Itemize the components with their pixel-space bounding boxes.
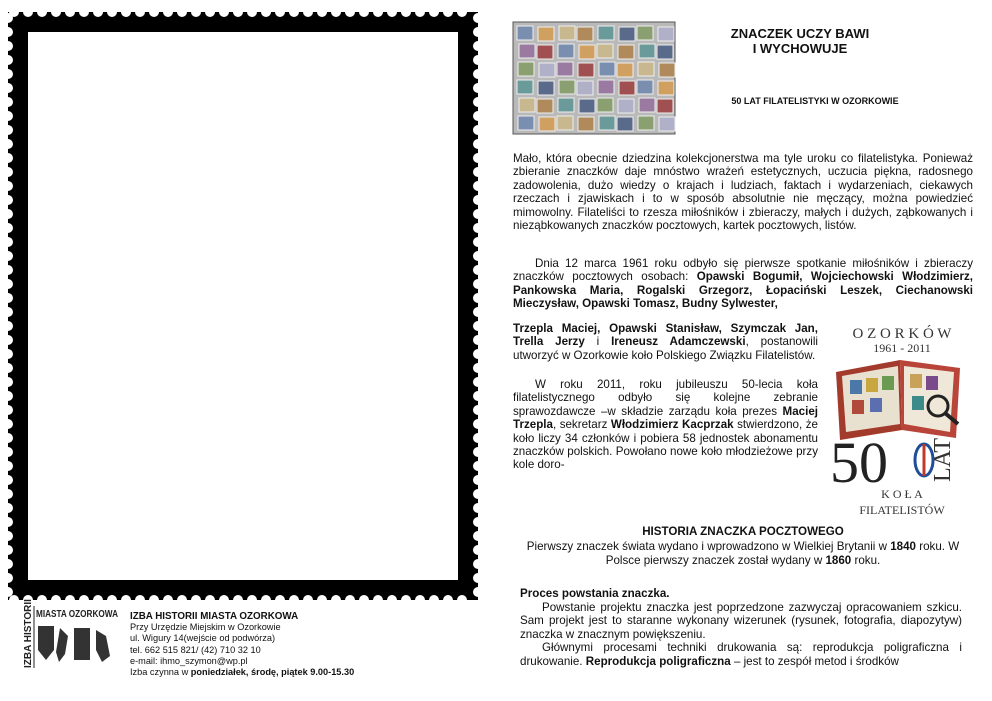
collage-stamp bbox=[577, 81, 593, 95]
perforation bbox=[3, 139, 13, 149]
perforation bbox=[3, 265, 13, 275]
collage-stamp bbox=[618, 45, 634, 59]
museum-logo bbox=[20, 599, 120, 668]
collage-stamp bbox=[599, 62, 615, 76]
collage-stamp bbox=[559, 80, 575, 94]
collage-stamp bbox=[617, 63, 633, 77]
collage-stamp bbox=[539, 117, 555, 131]
perforation bbox=[473, 321, 483, 331]
perforation bbox=[261, 7, 271, 17]
perforation bbox=[177, 7, 187, 17]
perforation bbox=[3, 13, 13, 23]
process-paragraph-1: Powstanie projektu znaczka jest poprzedzone zazwyczaj opracowaniem szkicu. Sam projekt jest to staranne wykonany wizerunek (rysunek, fotografia, diapozytyw) znaczka w znacznym powiększeniu. bbox=[520, 601, 962, 641]
jubilee-paragraph bbox=[513, 378, 818, 472]
perforation bbox=[163, 595, 173, 605]
perforation bbox=[205, 7, 215, 17]
perforation bbox=[473, 41, 483, 51]
perforation bbox=[473, 377, 483, 387]
perforation bbox=[473, 363, 483, 373]
perforation bbox=[473, 279, 483, 289]
perforation bbox=[415, 7, 425, 17]
jubilee-secretary: Włodzimierz Kacprzak bbox=[610, 418, 734, 432]
perforation bbox=[3, 503, 13, 513]
perforation bbox=[443, 7, 453, 17]
collage-stamp bbox=[538, 27, 554, 41]
perforation bbox=[3, 405, 13, 415]
perforation bbox=[219, 595, 229, 605]
perforation bbox=[429, 7, 439, 17]
collage-stamp bbox=[639, 44, 655, 58]
perforation bbox=[3, 209, 13, 219]
perforation bbox=[473, 97, 483, 107]
perforation bbox=[473, 433, 483, 443]
jubilee-text-3: stwierdzono, że koło liczy 34 członków i pobiera 58 jednostek abonamentu znaczków polskich. Powołano nowe koło młodzieżowe przy kole doro- bbox=[513, 418, 818, 472]
footer-title: IZBA HISTORII MIASTA OZORKOWA bbox=[130, 611, 299, 622]
meeting-and: i bbox=[596, 335, 600, 349]
perforation bbox=[473, 559, 483, 569]
collage-stamp bbox=[659, 117, 675, 131]
jubilee-text-1: W roku 2011, roku jubileuszu 50-lecia koła filatelistycznego odbyło się kolejne zebranie sprawozdawcze –w składzie zarządu koła prezes bbox=[513, 378, 818, 418]
perforation bbox=[303, 595, 313, 605]
collage-stamp bbox=[598, 26, 614, 40]
perforation bbox=[121, 7, 131, 17]
perforation bbox=[443, 595, 453, 605]
perforation bbox=[473, 391, 483, 401]
collage-stamp bbox=[537, 99, 553, 113]
perforation bbox=[3, 531, 13, 541]
perforation bbox=[473, 265, 483, 275]
collage-stamp bbox=[579, 45, 595, 59]
perforation bbox=[331, 7, 341, 17]
meeting-text: Dnia 12 marca 1961 roku odbyło się pierwsze spotkanie miłośników i zbieraczy znaczków pocztowych osobach: bbox=[513, 257, 973, 284]
perforation bbox=[3, 27, 13, 37]
collage-stamp bbox=[579, 99, 595, 113]
perforation bbox=[3, 293, 13, 303]
perforation bbox=[275, 7, 285, 17]
collage-stamp bbox=[597, 44, 613, 58]
collage-stamp bbox=[658, 27, 674, 41]
perforation bbox=[345, 595, 355, 605]
subheading: 50 LAT FILATELISTYKI W OZORKOWIE bbox=[731, 96, 899, 106]
badge-years: 1961 - 2011 bbox=[873, 341, 931, 355]
perforation bbox=[473, 27, 483, 37]
collage-stamp bbox=[657, 45, 673, 59]
perforation bbox=[275, 595, 285, 605]
collage-stamp bbox=[577, 27, 593, 41]
collage-stamp bbox=[557, 62, 573, 76]
collage-stamp bbox=[558, 44, 574, 58]
heading-line-1: ZNACZEK UCZY BAWI bbox=[730, 26, 870, 41]
footer-hours-days: poniedziałek, środę, piątek 9.00-15.30 bbox=[190, 667, 355, 678]
stamp-frame bbox=[6, 10, 480, 602]
perforation bbox=[457, 7, 467, 17]
perforation bbox=[107, 7, 117, 17]
collage-stamp bbox=[598, 80, 614, 94]
perforation bbox=[429, 595, 439, 605]
perforation bbox=[3, 335, 13, 345]
meeting-names-c: Ireneusz Adamczewski bbox=[611, 335, 746, 349]
jubilee-text-2: , sekretarz bbox=[552, 418, 608, 432]
perforation bbox=[37, 595, 47, 605]
stamp-collage-image bbox=[513, 22, 675, 134]
perforation bbox=[37, 7, 47, 17]
perforation bbox=[79, 595, 89, 605]
perforation bbox=[3, 391, 13, 401]
badge-city: O Z O R K Ó W bbox=[852, 326, 952, 342]
perforation bbox=[473, 587, 483, 597]
badge-kola: K O Ł A bbox=[881, 487, 923, 501]
perforation bbox=[135, 7, 145, 17]
perforation bbox=[3, 559, 13, 569]
perforation bbox=[3, 363, 13, 373]
perforation bbox=[473, 545, 483, 555]
footer-line-1: Przy Urzędzie Miejskim w Ozorkowie bbox=[130, 622, 281, 633]
perforation bbox=[3, 237, 13, 247]
main-heading bbox=[700, 26, 900, 56]
perforation bbox=[3, 573, 13, 583]
perforation bbox=[373, 595, 383, 605]
perforation bbox=[3, 433, 13, 443]
perforation bbox=[473, 83, 483, 93]
perforation bbox=[233, 595, 243, 605]
perforation bbox=[387, 595, 397, 605]
perforation bbox=[233, 7, 243, 17]
process-title: Proces powstania znaczka. bbox=[520, 587, 670, 600]
perforation bbox=[93, 7, 103, 17]
collage-stamp bbox=[658, 81, 674, 95]
perforation bbox=[3, 307, 13, 317]
jubilee-badge bbox=[826, 320, 978, 518]
history-text-2: roku. W Polsce pierwszy znaczek został wydany w bbox=[605, 540, 960, 567]
perforation bbox=[3, 419, 13, 429]
perforation bbox=[473, 181, 483, 191]
perforation bbox=[3, 181, 13, 191]
stamp-album-icon bbox=[836, 360, 960, 440]
collage-stamp bbox=[657, 99, 673, 113]
collage-stamp bbox=[539, 63, 555, 77]
collage-stamp bbox=[619, 81, 635, 95]
perforation bbox=[473, 349, 483, 359]
perforation bbox=[51, 7, 61, 17]
collage-stamp bbox=[637, 80, 653, 94]
perforation bbox=[3, 587, 13, 597]
perforation bbox=[3, 447, 13, 457]
perforation bbox=[473, 461, 483, 471]
collage-stamp bbox=[519, 98, 535, 112]
perforation bbox=[289, 595, 299, 605]
perforation bbox=[473, 209, 483, 219]
perforation bbox=[473, 153, 483, 163]
footer-hours bbox=[130, 667, 460, 678]
collage-stamp bbox=[518, 116, 534, 130]
footer-email[interactable]: e-mail: ihmo_szymon@wp.pl bbox=[130, 655, 248, 666]
perforation bbox=[3, 41, 13, 51]
perforation bbox=[191, 595, 201, 605]
perforation bbox=[191, 7, 201, 17]
collage-stamp bbox=[639, 98, 655, 112]
logo-main-text: MIASTA OZORKOWA bbox=[36, 608, 119, 620]
perforation bbox=[473, 517, 483, 527]
perforation bbox=[261, 595, 271, 605]
process-p2-tail: – jest to zespół metod i środków bbox=[733, 654, 899, 668]
perforation bbox=[3, 167, 13, 177]
perforation bbox=[359, 595, 369, 605]
process-paragraph-2 bbox=[520, 641, 962, 668]
history-text-1: Pierwszy znaczek świata wydano i wprowadzono w Wielkiej Brytanii w bbox=[526, 540, 887, 553]
collage-stamp bbox=[618, 99, 634, 113]
history-paragraph bbox=[513, 540, 973, 568]
perforation bbox=[473, 475, 483, 485]
perforation bbox=[65, 7, 75, 17]
perforation bbox=[3, 69, 13, 79]
perforation bbox=[65, 595, 75, 605]
history-title: HISTORIA ZNACZKA POCZTOWEGO bbox=[642, 525, 844, 538]
perforation bbox=[3, 489, 13, 499]
perforation bbox=[473, 139, 483, 149]
meeting-paragraph bbox=[513, 257, 973, 311]
perforation bbox=[3, 517, 13, 527]
perforation bbox=[135, 595, 145, 605]
perforation bbox=[373, 7, 383, 17]
collage-stamp bbox=[597, 98, 613, 112]
perforation bbox=[473, 13, 483, 23]
collage-stamp bbox=[638, 116, 654, 130]
collage-stamp bbox=[638, 62, 654, 76]
history-year-1: 1840 bbox=[890, 540, 917, 553]
perforation bbox=[473, 223, 483, 233]
perforation bbox=[317, 7, 327, 17]
perforation bbox=[473, 489, 483, 499]
perforation bbox=[149, 7, 159, 17]
perforation bbox=[177, 595, 187, 605]
footer-phone: tel. 662 515 821/ (42) 710 32 10 bbox=[130, 644, 261, 655]
meeting-names-b: Trzepla Maciej, Opawski Stanisław, Szymczak Jan, Trella Jerzy bbox=[513, 322, 818, 349]
perforation bbox=[93, 595, 103, 605]
perforation bbox=[473, 419, 483, 429]
process-p2-bold: Reprodukcja poligraficzna bbox=[585, 654, 731, 668]
perforation bbox=[3, 349, 13, 359]
collage-stamp bbox=[538, 81, 554, 95]
meeting-names-a: Opawski Bogumił, Wojciechowski Włodzimierz, Pankowska Maria, Rogalski Grzegorz, Łopaciński Leszek, Ciechanowski Mieczysław, Opawski Tomasz, Budny Sylwester, bbox=[513, 270, 973, 311]
collage-stamp bbox=[637, 26, 653, 40]
perforation bbox=[331, 595, 341, 605]
collage-stamp bbox=[659, 63, 675, 77]
footer-contact bbox=[130, 611, 460, 678]
perforation bbox=[219, 7, 229, 17]
history-year-2: 1860 bbox=[825, 554, 852, 567]
perforation bbox=[473, 167, 483, 177]
collage-stamp bbox=[557, 116, 573, 130]
process-p2-text: Głównymi procesami techniki drukowania są: reprodukcja poligraficzna i drukowanie. bbox=[520, 641, 962, 668]
perforation bbox=[387, 7, 397, 17]
perforation bbox=[345, 7, 355, 17]
perforation bbox=[247, 7, 257, 17]
perforation bbox=[359, 7, 369, 17]
perforation bbox=[473, 69, 483, 79]
perforation bbox=[121, 595, 131, 605]
badge-number: 50 bbox=[830, 430, 888, 495]
perforation bbox=[3, 461, 13, 471]
logo-side-text: IZBA HISTORII bbox=[23, 599, 34, 668]
collage-stamp bbox=[517, 80, 533, 94]
perforation bbox=[3, 545, 13, 555]
collage-stamp bbox=[558, 98, 574, 112]
collage-stamp bbox=[619, 27, 635, 41]
intro-paragraph: Mało, która obecnie dziedzina kolekcjonerstwa ma tyle uroku co filatelistyka. Ponieważ zbieranie znaczków daje mnóstwo wrażeń estetycznych, uczucia piękna, radosnego zadowolenia, dużo wiedzy o krajach i ludziach, faktach i wydarzeniach, ciekawych rzeczach i zjawiskach i to w sposób absolutnie nie męczący, można powiedzieć mimowolny. Filateliści to rzesza miłośników i zbieraczy, małych i dużych, ząbkowanych i nieząbkowanych znaczków pocztowych, kartek pocztowych, listów. bbox=[513, 152, 973, 233]
perforation bbox=[23, 7, 33, 17]
perforation bbox=[457, 595, 467, 605]
perforation bbox=[401, 7, 411, 17]
perforation bbox=[79, 7, 89, 17]
perforation bbox=[473, 307, 483, 317]
collage-stamp bbox=[599, 116, 615, 130]
coat-of-arms-icon bbox=[38, 626, 110, 662]
perforation bbox=[473, 195, 483, 205]
perforation bbox=[3, 125, 13, 135]
collage-stamp bbox=[617, 117, 633, 131]
collage-stamp bbox=[537, 45, 553, 59]
collage-stamp bbox=[578, 117, 594, 131]
perforation bbox=[3, 111, 13, 121]
perforation bbox=[3, 153, 13, 163]
collage-stamp bbox=[517, 26, 533, 40]
perforation bbox=[415, 595, 425, 605]
perforation bbox=[473, 55, 483, 65]
collage-stamp bbox=[519, 44, 535, 58]
meeting-tail: , postanowili utworzyć w Ozorkowie koło Polskiego Związku Filatelistów. bbox=[513, 335, 818, 362]
collage-stamp bbox=[518, 62, 534, 76]
perforation bbox=[3, 83, 13, 93]
perforation bbox=[3, 251, 13, 261]
perforation bbox=[51, 595, 61, 605]
perforation bbox=[473, 531, 483, 541]
perforation bbox=[473, 335, 483, 345]
collage-stamp bbox=[578, 63, 594, 77]
history-text-3: roku. bbox=[854, 554, 881, 567]
perforation bbox=[3, 223, 13, 233]
badge-lat: LAT bbox=[930, 438, 956, 482]
perforation bbox=[3, 321, 13, 331]
perforation bbox=[3, 475, 13, 485]
perforation bbox=[3, 55, 13, 65]
perforation bbox=[9, 595, 19, 605]
meeting-paragraph-continued bbox=[513, 322, 818, 362]
perforation bbox=[401, 595, 411, 605]
badge-filatelistow: FILATELISTÓW bbox=[859, 503, 945, 517]
perforation bbox=[473, 293, 483, 303]
perforation bbox=[473, 573, 483, 583]
heading-line-2: I WYCHOWUJE bbox=[752, 41, 848, 56]
footer-line-2: ul. Wigury 14(wejście od podwórza) bbox=[130, 633, 276, 644]
perforation bbox=[289, 7, 299, 17]
perforation bbox=[3, 97, 13, 107]
perforation bbox=[205, 595, 215, 605]
perforation bbox=[317, 595, 327, 605]
perforation bbox=[149, 595, 159, 605]
perforation bbox=[107, 595, 117, 605]
perforation bbox=[473, 447, 483, 457]
perforation bbox=[473, 237, 483, 247]
perforation bbox=[163, 7, 173, 17]
perforation bbox=[3, 195, 13, 205]
perforation bbox=[247, 595, 257, 605]
perforation bbox=[473, 111, 483, 121]
perforation bbox=[473, 503, 483, 513]
perforation bbox=[3, 377, 13, 387]
perforation bbox=[473, 125, 483, 135]
collage-stamp bbox=[559, 26, 575, 40]
footer-hours-prefix: Izba czynna w bbox=[130, 667, 189, 678]
perforation bbox=[473, 405, 483, 415]
perforation bbox=[473, 251, 483, 261]
perforation bbox=[3, 279, 13, 289]
perforation bbox=[303, 7, 313, 17]
jubilee-president: Maciej Trzepla bbox=[513, 404, 818, 432]
process-section bbox=[520, 601, 962, 668]
